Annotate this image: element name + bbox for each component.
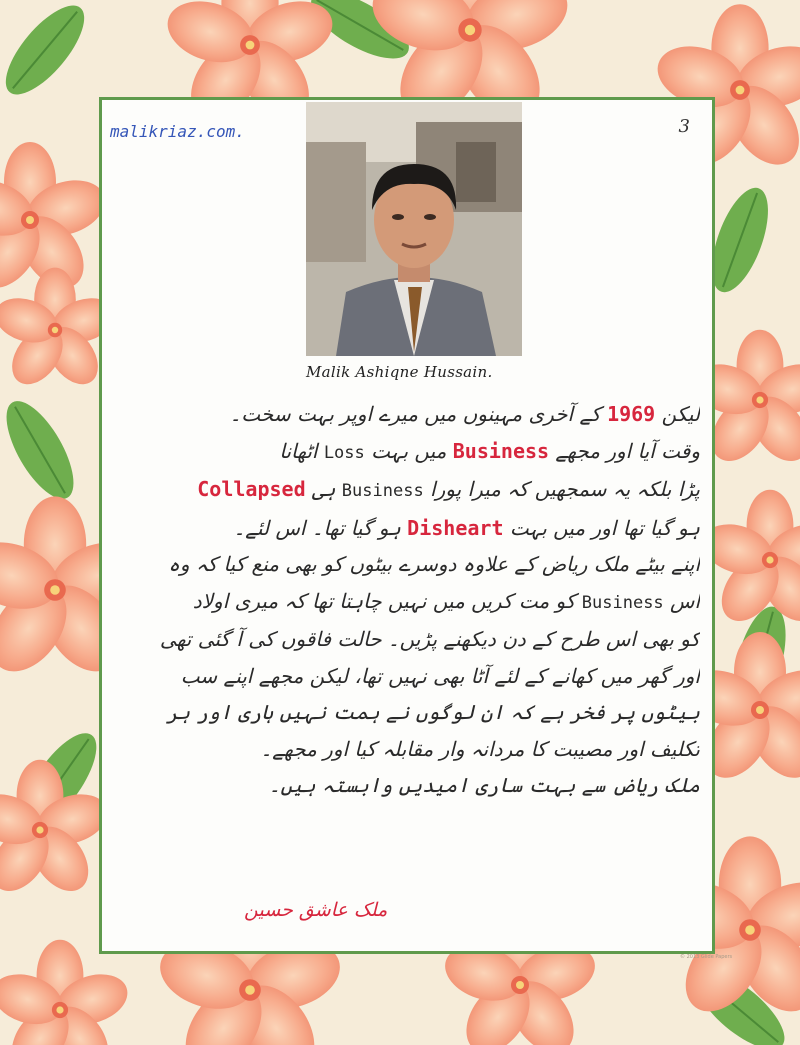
page-number: 3 — [678, 116, 690, 137]
letter-body — [120, 396, 700, 804]
letter-text: بیٹوں پر فخر ہے کہ ان لوگوں نے ہمت نہیں ہاری اور ہر — [166, 700, 700, 724]
letter-line — [120, 546, 700, 583]
letter-text: میں بہت — [364, 438, 453, 463]
letter-text: وقت آیا اور مجھے — [549, 438, 700, 463]
letter-text: اٹھانا — [279, 438, 324, 463]
highlight-word: Business — [452, 438, 550, 463]
letter-text: لیکن — [655, 402, 700, 426]
letter-line — [120, 658, 700, 695]
letter-text: کو بھی اس طرح کے دن دیکھنے پڑیں۔ حالت فاقوں کی آ گئی تھی — [159, 627, 700, 651]
letter-line — [120, 731, 700, 768]
copyright-notice: © 2013 Glide Papers — [680, 954, 733, 960]
highlight-word: Disheart — [407, 515, 504, 540]
letter-text: ہو گیا تھا۔ اس لئے۔ — [233, 515, 408, 540]
highlight-word: Collapsed — [197, 477, 306, 501]
letter-line — [120, 583, 700, 622]
photo-caption: Malik Ashiqne Hussain. — [306, 363, 493, 381]
letter-line — [120, 510, 700, 547]
signature: ملک عاشق حسین — [244, 899, 388, 921]
letter-text: کو مت کریں میں نہیں چاہتا تھا کہ میری اولاد — [192, 588, 582, 613]
letter-text: کے آخری مہینوں میں میرے اوپر بہت سخت۔ — [229, 402, 608, 426]
letter-text: ہی — [305, 477, 342, 501]
letter-line — [120, 471, 700, 510]
letter-line — [120, 396, 700, 433]
portrait-photo — [306, 102, 522, 356]
website-label: malikriaz.com. — [110, 122, 245, 141]
letter-text: پڑا بلکہ یہ سمجھیں کہ میرا پورا — [423, 477, 700, 501]
letter-text: اور گھر میں کھانے کے لئے آٹا بھی نہیں تھا، لیکن مجھے اپنے سب — [180, 663, 700, 688]
letter-text: ہو گیا تھا اور میں بہت — [503, 515, 700, 540]
english-word: Loss — [323, 442, 365, 463]
letter-text: اپنے بیٹے ملک ریاض کے علاوہ دوسرے بیٹوں کو بھی منع کیا کہ وہ — [168, 552, 700, 576]
english-word: Business — [581, 592, 664, 613]
letter-line — [120, 433, 700, 472]
letter-line — [120, 621, 700, 658]
highlight-word: 1969 — [607, 402, 656, 426]
letter-line — [120, 767, 700, 804]
letter-page — [99, 97, 715, 954]
letter-text: اس — [663, 588, 700, 613]
letter-text: تکلیف اور مصیبت کا مردانہ وار مقابلہ کیا اور مجھے۔ — [260, 736, 700, 761]
english-word: Business — [341, 481, 424, 501]
letter-line — [120, 694, 700, 731]
letter-text: ملک ریاض سے بہت ساری امیدیں وابستہ ہیں۔ — [268, 773, 700, 797]
